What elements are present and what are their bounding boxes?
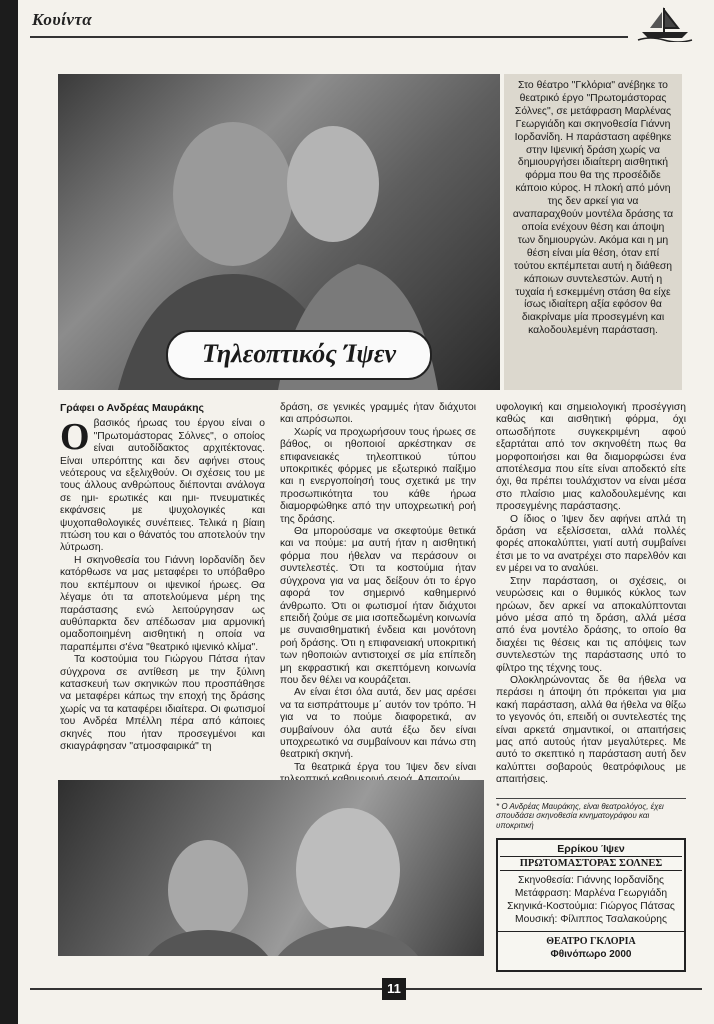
page-number: 11 [382,978,406,1000]
article-column-1 [60,402,265,753]
credits-line: Μουσική: Φίλιππος Τσαλακούρης [515,914,667,925]
credits-venue [498,931,684,970]
credits-box [496,838,686,972]
credits-theatre: ΘΕΑΤΡΟ ΓΚΛΟΡΙΑ [546,936,636,947]
author-footnote: * Ο Ανδρέας Μαυράκης, είναι θεατρολόγος, έχει σπουδάσει σκηνοθεσία κινηματογράφου και υποκριτική [496,798,686,830]
stage-photo-actors [58,780,484,956]
paragraph: Τα θεατρικά έργα του Ίψεν δεν είναι [294,761,476,773]
paragraph: Στην παράσταση, οι σχέσεις, οι νευρώσεις και ο θυμικός κύκλος των ηρώων, δεν αρκεί να αποκαλύπτονται μόνο μέσα από τη δράση, αλλά μέσα από ένα μοντέλο δράσης, το οποίο θα διαχέει τις θέσεις και τις απόψεις των συντελεστών της παράστασης υπό το φίλτρο της τέχνης τους. [496,575,686,674]
intro-box [504,74,682,390]
magazine-logo: Κουίντα [32,10,93,29]
header-rule [30,36,628,38]
credits-play: ΠΡΩΤΟΜΑΣΤΟΡΑΣ ΣΟΛΝΕΣ [500,857,682,871]
paragraph: Τα κοστούμια του Γιώργου Πάτσα ήταν σύγχρονα σε αντίθεση με την ξύλινη κατασκευή των σκηνικών που προσπάθησε να μεταφέρει κάπως την εποχή της δράσης χωρίς να τα καταφέρει ιδιαίτερα. Οι φωτισμοί του Ανδρέα Μπέλλη πέρα από κάποιες σκηνές που ήταν προσεγμένοι και σκιαγράφησαν "ατμοσφαιρικά" τη [60,654,265,752]
credits-line: Σκηνικά-Κοστούμια: Γιώργος Πάτσας [507,901,675,912]
paragraph: Ο ίδιος ο Ίψεν δεν αφήνει απλά τη δράση να εξελίσσεται, αλλά πολλές φορές αποκαλύπτει, γιατί αυτή συμβαίνει έτσι με το να ανατρέχει στο παρελθόν και εν μέρει να το αναλύει. [496,513,686,575]
paragraph: Η σκηνοθεσία του Γιάννη Ιορδανίδη δεν κατόρθωσε να μας μεταφέρει το υπόβαθρο που εκπέμπουν οι ιψενικοί ήρωες. Θα λέγαμε ότι τα αποτελούμενα μέρη της παράστασης ενώ λειτούργησαν ως αυθύπαρκτα δεν απέδωσαν μια αρμονική ομαδοποιημένη αισθητική η οποία να παραπέμπει σ'ένα "θεατρικό ιψενικό κλίμα". [60,554,265,653]
credits-season: Φθινόπωρο 2000 [550,949,632,960]
credits-author: Ερρίκου Ίψεν [500,843,682,857]
ship-icon [634,2,696,42]
dropcap: Ο [60,416,90,459]
paragraph: Ολοκληρώνοντας δε θα ήθελα να περάσει η άποψη ότι πρόκειται για μια κακή παράσταση, αλλά θα ήθελα να θίξω το γεγονός ότι, επειδή οι συντελεστές της είναι αρκετά σημαντικοί, οι απαιτήσεις μας από αυτούς ήταν μεγαλύτερες. Με αυτό το σκεπτικό η παράσταση αυτή δεν καλύπτει σοβαρούς θεατρόφιλους με απαιτήσεις. [496,674,686,786]
paragraph: υφολογική και σημειολογική προσέγγιση καθώς και αισθητική φόρμα, όχι οπωσδήποτε συγκεκριμένη αφού εξαρτάται από τον σκηνοθέτη πως θα μορφοποιήσει και θα διαμορφώσει ένα αποτέλεσμα που είτε είναι αποδεκτό είτε όχι, θα πρέπει τουλάχιστον να είναι μέσα στο πλαίσιο μιας καλοδουλεμένης και προσεγμένης παράστασης. [496,402,686,513]
magazine-page [18,0,714,1024]
paragraph: Θα μπορούσαμε να σκεφτούμε θετικά και να πούμε: μα αυτή ήταν η αισθητική φόρμα που ήθελαν να περάσουν οι συντελεστές. Ότι τα κοστούμια ήταν σύγχρονα για να μας δείξουν ότι το έργο αφορά τον σημερινό καθημερινό άνθρωπο. Ότι οι φωτισμοί ήταν διάχυτοι επειδή ζούμε σε μια ισοπεδωμένη κοινωνία με συναισθηματική ένδεια και μονότονη ροή δράσης. Ότι η επιφανειακή υποκριτική των ηθοποιών αντιστοιχεί σε μία επίπεδη μη εκφραστική και σκεπτόμενη κοινωνία που δεν θέλει να κουράζεται. [280,526,476,686]
paragraph: Αν είναι έτσι όλα αυτά, δεν μας αρέσει να τα εισπράττουμε μ΄ αυτόν τον τρόπο. Ή για να το πούμε διαφορετικά, αν συμβαίνουν όλα αυτά έξω δεν είναι υποχρεωτικό να συμβαίνουν και πάνω στη θεατρική σκηνή. [280,687,476,761]
byline: Γράφει ο Ανδρέας Μαυράκης [60,402,204,414]
article-column-3 [496,402,686,787]
paragraph: δράση, σε γενικές γραμμές ήταν διάχυτοι και απρόσωποι. [280,402,476,426]
credits-line: Σκηνοθεσία: Γιάννης Ιορδανίδης [517,875,665,886]
paragraph: Χωρίς να προχωρήσουν τους ήρωες σε βάθος, οι ηθοποιοί αρκέστηκαν σε επιφανειακές τηλεοπτικού τύπου υποκριτικές φόρμες με εξωτερικό παίξιμο και η ενεργοποίησή τους σχετικά με την προσωπικότητα του κάθε ήρωα διαμορφώθηκε από την υποχρεωτική ροή της δράσης. [280,426,476,525]
article-column-2 [280,402,476,787]
credits-line: Μετάφραση: Μαρλένα Γεωργιάδη [514,888,668,899]
article-title: Τηλεοπτικός Ίψεν [166,330,432,380]
paragraph: Οβασικός ήρωας του έργου είναι ο "Πρωτομάστορας Σόλνες", ο οποίος είναι αυτοδίδακτος αρχιτέκτονας. Είναι υπερόπτης και δεν αφήνει στους νεότερους να εξελιχθούν. Οι σχέσεις του με τους άλλους ανθρώπους διέπονται ανάλογα σε ημι- ερωτικές και ημι- πνευματικές εκφάνσεις με ψυχολογικές και ψυχοπαθολογικές συνέπειες. Τελικά η βίαιη πτώση του και ο θάνατός του αποτελούν την λύτρωση. [60,416,265,554]
page-header [18,0,714,44]
intro-text: Στο θέατρο "Γκλόρια" ανέβηκε το θεατρικό έργο "Πρωτομάστορας Σόλνες", σε μετάφραση Μαρλένας Γεωργιάδη και σκηνοθεσία Γιάννη Ιορδανίδη. Η παράσταση αφέθηκε στην Ιψενική δράση χωρίς να δημιουργήσει ιδιαίτερη αισθητική φόρμα που θα της προσέδιδε κάποιο κύρος. Η πλοκή από μόνη της δεν αρκεί για να αναπαραχθούν μοντέλα δράσης τα οποία ενέχουν θέση και άποψη των δημιουργών. Ακόμα και η μη θέση είναι μία θέση, όταν επί τούτου εκπέμπεται αυτή η διάθεση κάποιων συντελεστών. Αυτή η τυχαία ή εσκεμμένη στάση θα είχε ίσως ιδιαίτερη αξία εφόσον θα διακρίναμε μία προσεγμένη και καλοδουλεμένη παράσταση. [512,80,674,337]
footer-rule [30,988,702,990]
